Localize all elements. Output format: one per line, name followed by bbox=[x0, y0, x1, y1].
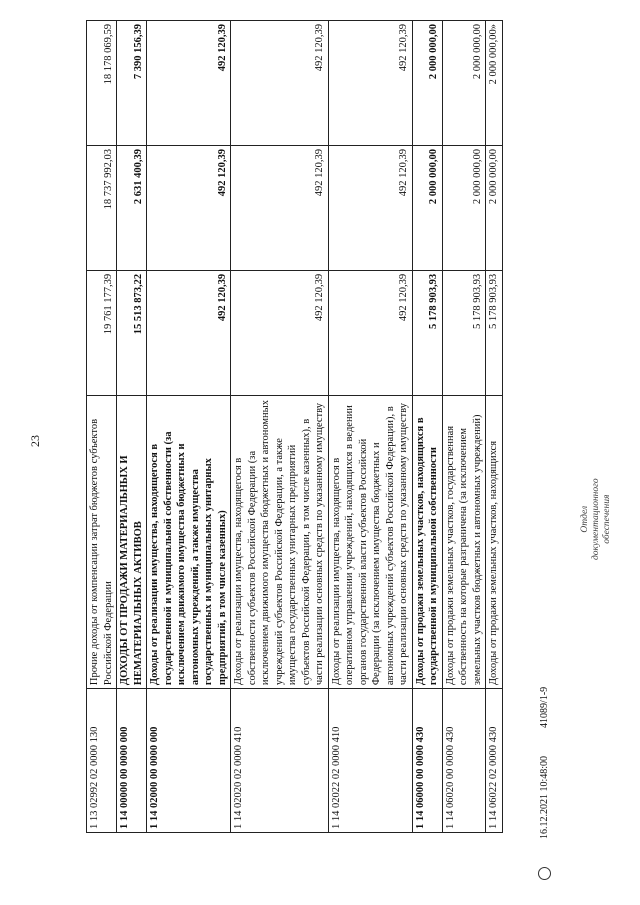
row-value-2: 2 631 400,39 bbox=[117, 145, 147, 270]
page-number: 23 bbox=[28, 435, 42, 447]
row-value-1: 15 513 873,22 bbox=[117, 270, 147, 395]
row-value-3: 2 000 000,00 bbox=[412, 21, 442, 146]
row-value-2: 2 000 000,00 bbox=[486, 145, 503, 270]
row-name: Прочие доходы от компенсации затрат бюджетов субъектов Российской Федерации bbox=[87, 395, 117, 688]
row-value-2: 492 120,39 bbox=[328, 145, 412, 270]
registry-logo-icon bbox=[538, 867, 551, 880]
footer-timestamp: 16.12.2021 10:48:00 bbox=[539, 755, 550, 839]
table-row bbox=[87, 21, 117, 833]
row-value-2: 18 737 992,03 bbox=[87, 145, 117, 270]
row-value-1: 19 761 177,39 bbox=[87, 270, 117, 395]
table-row bbox=[117, 21, 147, 833]
row-name: Доходы от реализации имущества, находящегося в оперативном управлении учреждений, находящихся в ведении органов государственной власти субъектов Российской Федерации (за исключением имущества бюджетных и автономных учреждений субъектов Российской Федерации), в части реализации основных средств по указанному имуществу bbox=[328, 395, 412, 688]
table-row bbox=[231, 21, 329, 833]
row-code: 1 14 02000 00 0000 000 bbox=[147, 689, 231, 833]
stamp-line: Отдел документационного bbox=[580, 478, 601, 560]
income-table bbox=[86, 20, 503, 833]
stamp-line: обеспечения bbox=[602, 494, 612, 544]
row-code: 1 14 06000 00 0000 430 bbox=[412, 689, 442, 833]
row-code: 1 14 02020 02 0000 410 bbox=[231, 689, 329, 833]
table-row bbox=[412, 21, 442, 833]
row-name: Доходы от реализации имущества, находящегося в государственной и муниципальной собственности (за исключением движимого имущества бюджетных и автономных учреждений, а также имущества государственных и муниципальных унитарных предприятий, в том числе казенных) bbox=[147, 395, 231, 688]
row-value-3: 492 120,39 bbox=[231, 21, 329, 146]
row-value-2: 2 000 000,00 bbox=[442, 145, 486, 270]
table-row bbox=[328, 21, 412, 833]
row-name: Доходы от реализации имущества, находящегося в собственности субъектов Российской Федерации (за исключением движимого имущества бюджетных и автономных учреждений субъектов Российской Федерации, а также имущества государственных унитарных предприятий субъектов Российской Федерации, в том числе казенных), в части реализации основных средств по указанному имуществу bbox=[231, 395, 329, 688]
department-stamp bbox=[580, 478, 613, 560]
row-name: Доходы от продажи земельных участков, государственная собственность на которые разграничена (за исключением земельных участков бюджетных и автономных учреждений) bbox=[442, 395, 486, 688]
row-value-1: 5 178 903,93 bbox=[442, 270, 486, 395]
row-value-1: 492 120,39 bbox=[328, 270, 412, 395]
table-row bbox=[442, 21, 486, 833]
row-value-1: 492 120,39 bbox=[231, 270, 329, 395]
row-value-2: 492 120,39 bbox=[231, 145, 329, 270]
rotated-table-wrapper bbox=[86, 20, 503, 833]
row-code: 1 14 06022 02 0000 430 bbox=[486, 689, 503, 833]
row-name: Доходы от продажи земельных участков, находящихся в государственной и муниципальной собственности bbox=[412, 395, 442, 688]
row-name: Доходы от продажи земельных участков, находящихся bbox=[486, 395, 503, 688]
row-value-3: 18 178 069,59 bbox=[87, 21, 117, 146]
row-value-3: 2 000 000,00» bbox=[486, 21, 503, 146]
row-value-1: 5 178 903,93 bbox=[486, 270, 503, 395]
row-value-3: 2 000 000,00 bbox=[442, 21, 486, 146]
row-value-3: 7 390 156,39 bbox=[117, 21, 147, 146]
table-row bbox=[147, 21, 231, 833]
row-value-1: 5 178 903,93 bbox=[412, 270, 442, 395]
table-row bbox=[486, 21, 503, 833]
row-value-3: 492 120,39 bbox=[328, 21, 412, 146]
footer-doc-number: 41089/1-9 bbox=[539, 686, 550, 728]
row-value-2: 2 000 000,00 bbox=[412, 145, 442, 270]
row-code: 1 14 00000 00 0000 000 bbox=[117, 689, 147, 833]
document-footer bbox=[538, 600, 551, 880]
income-table-body bbox=[87, 21, 503, 833]
row-code: 1 13 02992 02 0000 130 bbox=[87, 689, 117, 833]
row-value-3: 492 120,39 bbox=[147, 21, 231, 146]
row-value-2: 492 120,39 bbox=[147, 145, 231, 270]
row-code: 1 14 02022 02 0000 410 bbox=[328, 689, 412, 833]
row-code: 1 14 06020 00 0000 430 bbox=[442, 689, 486, 833]
row-value-1: 492 120,39 bbox=[147, 270, 231, 395]
row-name: ДОХОДЫ ОТ ПРОДАЖИ МАТЕРИАЛЬНЫХ И НЕМАТЕРИАЛЬНЫХ АКТИВОВ bbox=[117, 395, 147, 688]
